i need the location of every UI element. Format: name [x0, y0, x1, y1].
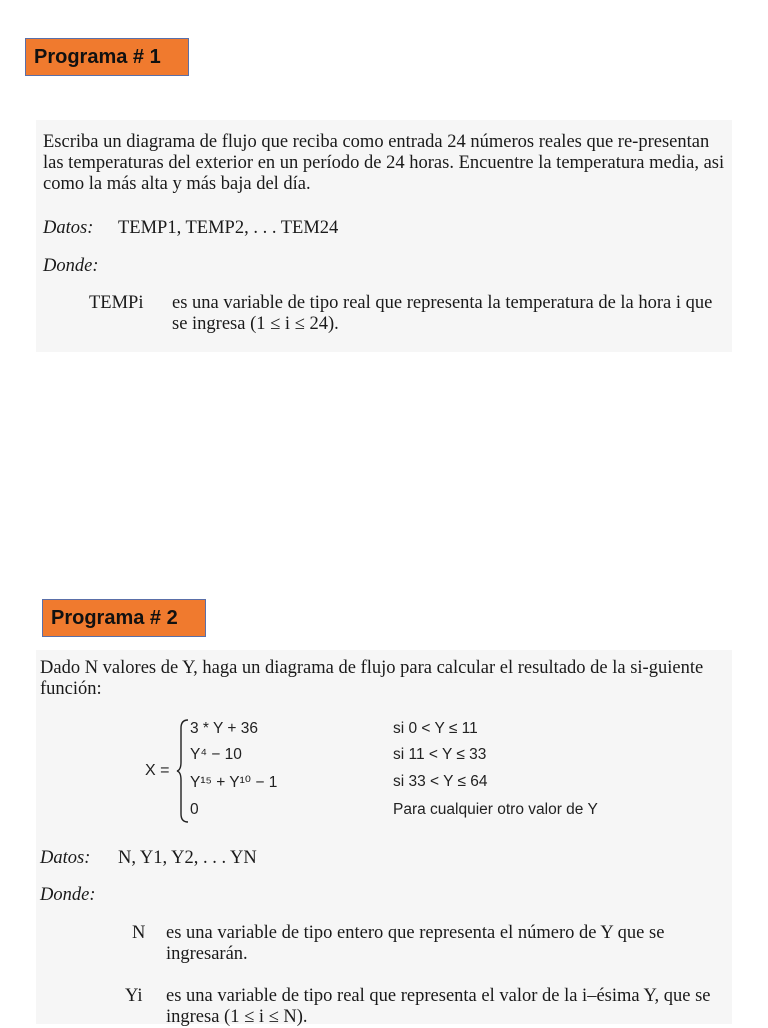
case-1-expression: 3 * Y + 36	[190, 720, 258, 737]
case-3-condition: si 33 < Y ≤ 64	[393, 773, 488, 790]
piecewise-brace	[176, 718, 190, 824]
n-description: es una variable de tipo entero que representa el número de Y que se ingresarán.	[166, 923, 665, 964]
function-lhs: X =	[145, 762, 170, 779]
program-1-donde-label: Donde:	[43, 256, 99, 276]
program-2-statement: Dado N valores de Y, haga un diagrama de flujo para calcular el resultado de la si-guiente función:	[40, 658, 704, 699]
case-3-expression: Y¹⁵ + Y¹⁰ − 1	[190, 774, 278, 791]
case-1-condition: si 0 < Y ≤ 11	[393, 720, 478, 737]
yi-symbol: Yi	[125, 986, 143, 1006]
program-1-var-description: es una variable de tipo real que representa la temperatura de la hora i que se ingresa (1 ≤ i ≤ 24).	[172, 293, 713, 334]
program-2-datos-value: N, Y1, Y2, . . . YN	[118, 848, 257, 868]
n-symbol: N	[132, 923, 146, 943]
program-2-scan	[36, 650, 732, 1024]
program-2-donde-label: Donde:	[40, 885, 96, 905]
program-1-badge: Programa # 1	[25, 38, 189, 76]
program-1-datos-value: TEMP1, TEMP2, . . . TEM24	[118, 218, 339, 238]
yi-description: es una variable de tipo real que representa el valor de la i–ésima Y, que se ingresa (1 ≤ i ≤ N).	[166, 986, 711, 1027]
case-2-condition: si 11 < Y ≤ 33	[393, 746, 487, 763]
case-2-expression: Y⁴ − 10	[190, 746, 242, 763]
program-2-badge: Programa # 2	[42, 599, 206, 637]
program-1-statement: Escriba un diagrama de flujo que reciba como entrada 24 números reales que re-presentan las temperaturas del exterior en un período de 24 horas. Encuentre la temperatura media, asi como la más alta y más baja del día.	[43, 132, 725, 194]
program-1-datos-label: Datos:	[43, 218, 94, 238]
program-2-datos-label: Datos:	[40, 848, 91, 868]
program-1-var-symbol: TEMPi	[89, 293, 144, 313]
case-4-expression: 0	[190, 801, 199, 818]
case-4-condition: Para cualquier otro valor de Y	[393, 801, 598, 818]
